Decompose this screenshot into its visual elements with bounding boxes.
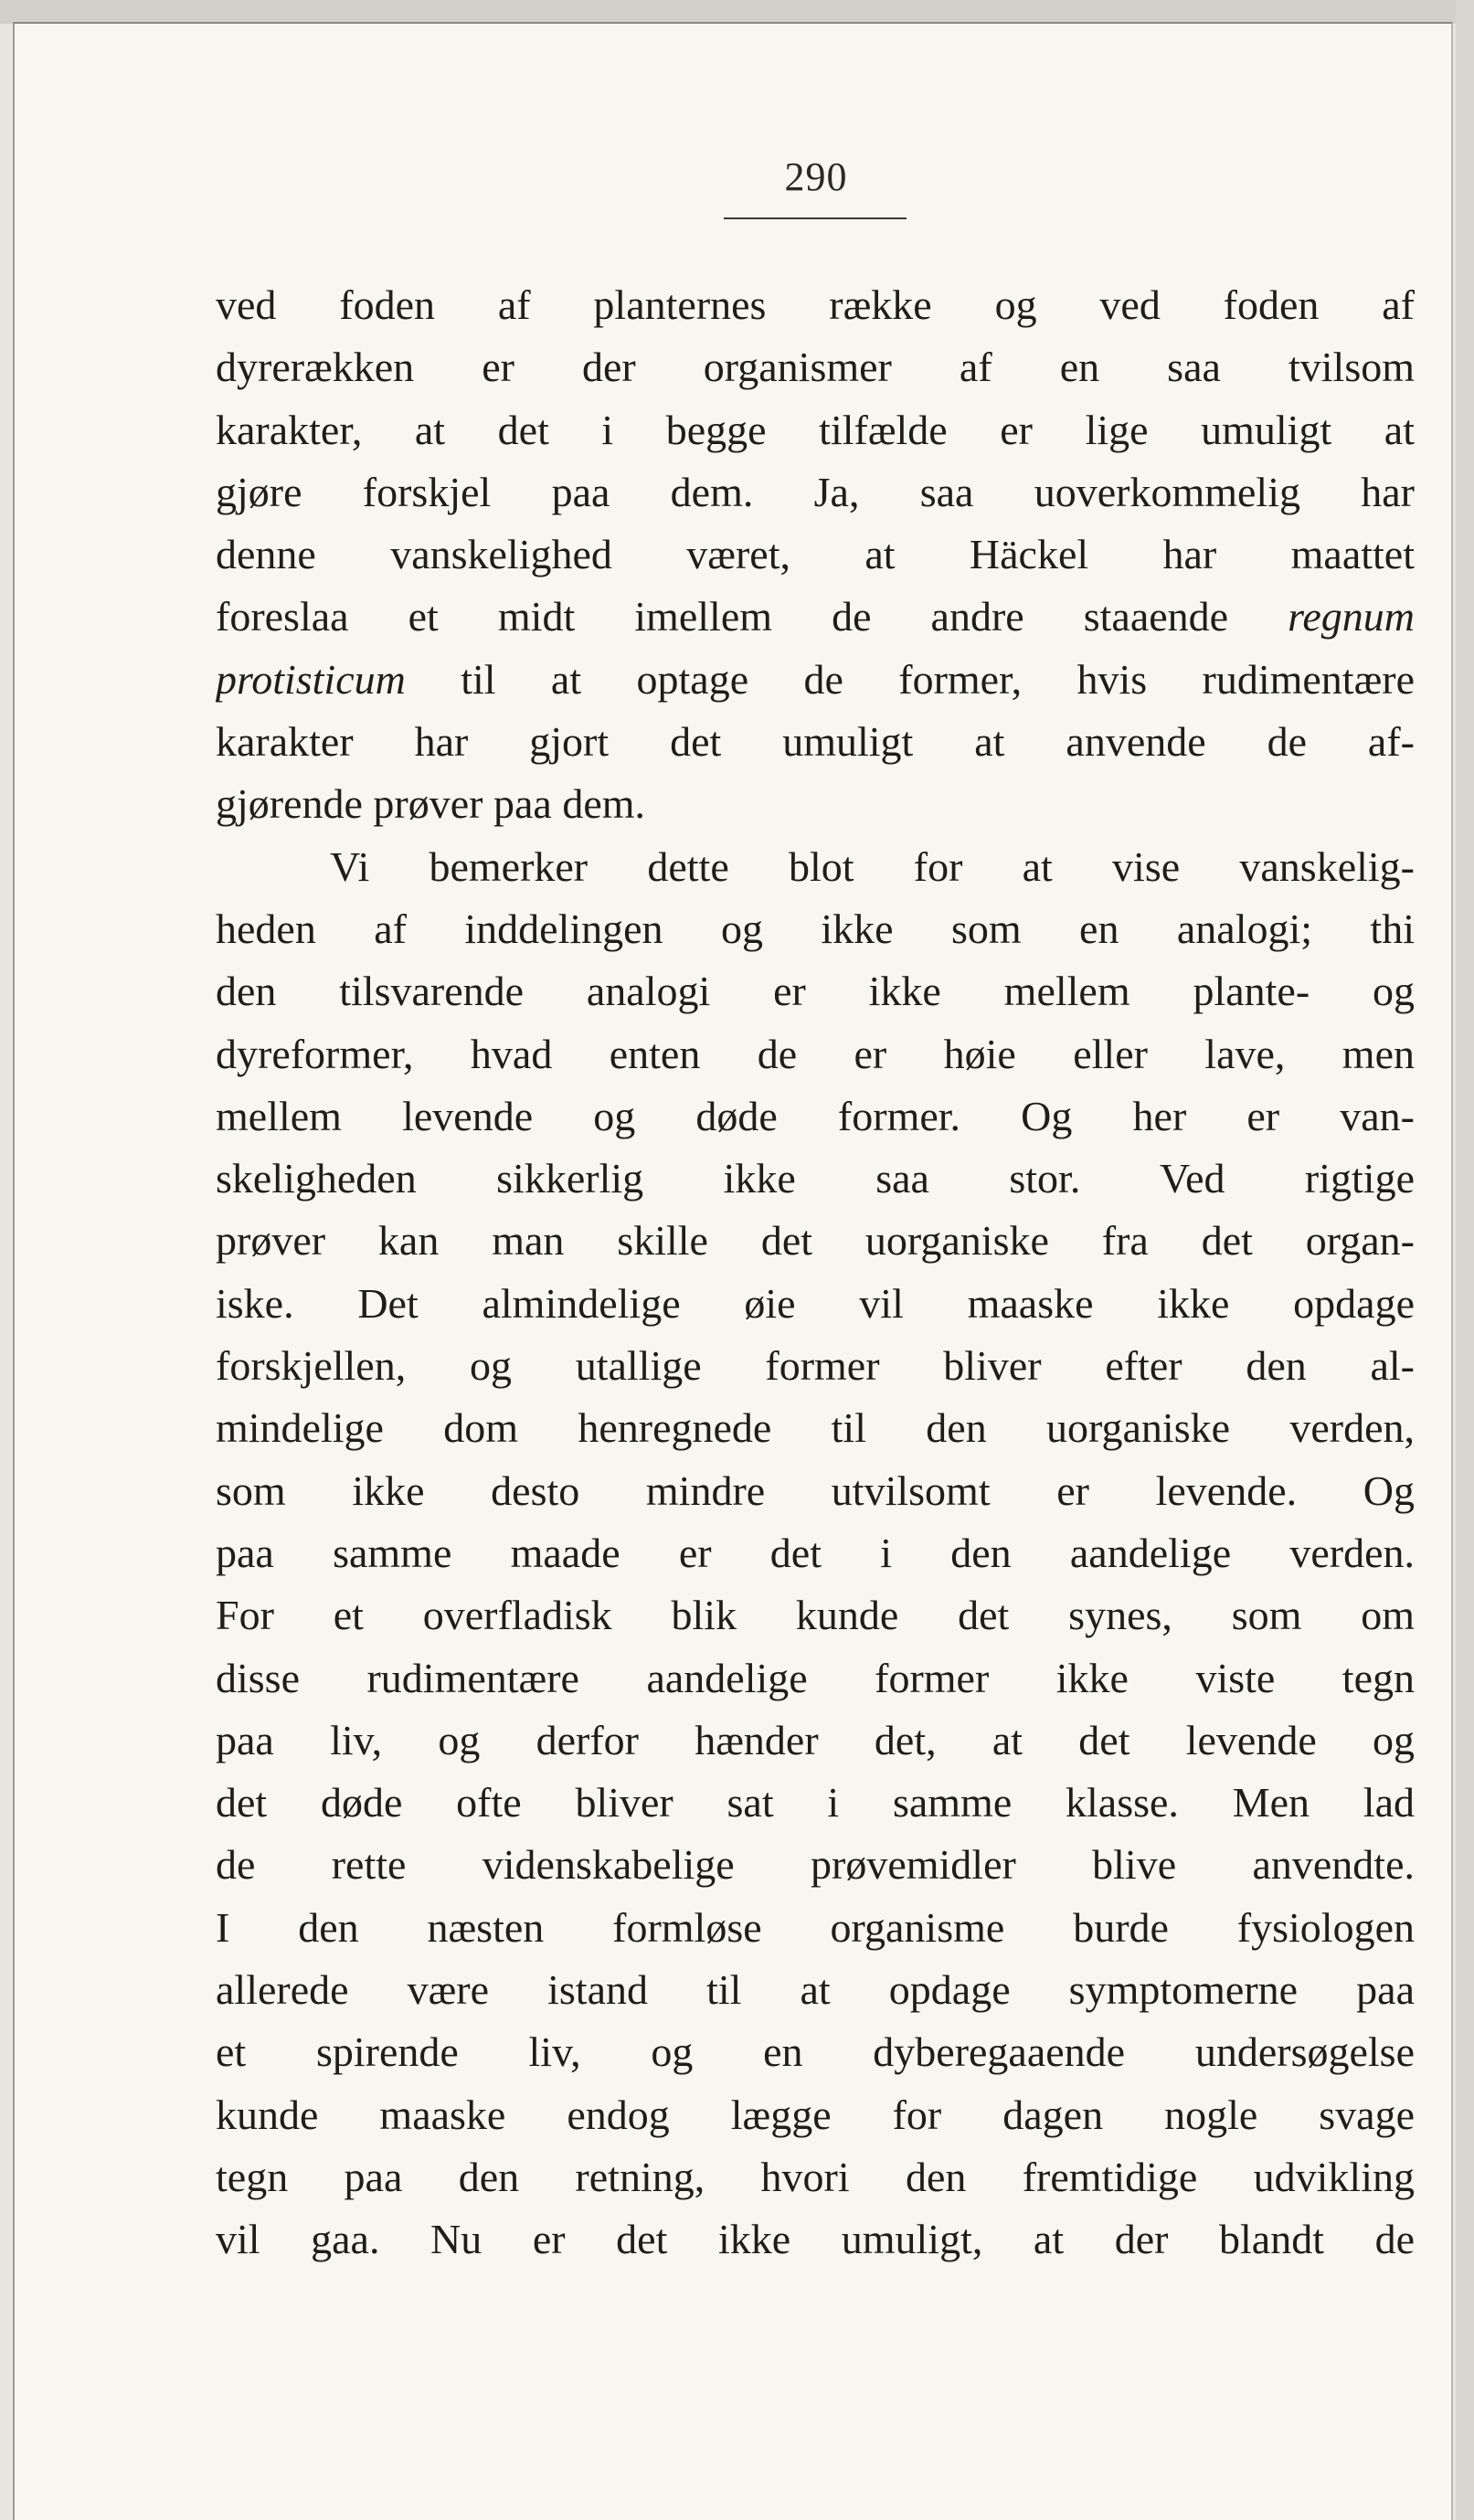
body-text bbox=[216, 274, 1415, 2271]
italic-term: regnum bbox=[1288, 593, 1415, 641]
scan-border-top bbox=[0, 0, 1474, 24]
text-line: mindelige dom henregnede til den uorganiske verden, bbox=[216, 1404, 1415, 1452]
text-line: paa samme maade er det i den aandelige verden. bbox=[216, 1529, 1415, 1576]
text-segment: til at optage de former, hvis rudimentære bbox=[405, 655, 1415, 703]
text-line: de rette videnskabelige prøvemidler blive anvendte. bbox=[216, 1841, 1415, 1889]
text-line: dyrerækken er der organismer af en saa tvilsom bbox=[216, 344, 1415, 391]
paragraph-first-line: Vi bemerker dette blot for at vise vanskelig- bbox=[330, 842, 1415, 890]
text-line: tegn paa den retning, hvori den fremtidige udvikling bbox=[216, 2153, 1415, 2200]
text-line: dyreformer, hvad enten de er høie eller lave, men bbox=[216, 1030, 1415, 1077]
scan-border-right bbox=[1456, 0, 1474, 2520]
text-line: iske. Det almindelige øie vil maaske ikke opdage bbox=[216, 1279, 1415, 1327]
text-line: forskjellen, og utallige former bliver efter den al- bbox=[216, 1342, 1415, 1390]
text-line: denne vanskelighed været, at Häckel har maattet bbox=[216, 531, 1415, 578]
text-line: gjørende prøver paa dem. bbox=[216, 780, 646, 828]
italic-term: protisticum bbox=[216, 655, 406, 703]
text-line: et spirende liv, og en dyberegaaende undersøgelse bbox=[216, 2028, 1415, 2076]
text-line: heden af inddelingen og ikke som en analogi; thi bbox=[216, 905, 1415, 952]
text-segment: foreslaa et midt imellem de andre staaende bbox=[216, 593, 1288, 641]
text-line: gjøre forskjel paa dem. Ja, saa uoverkommelig har bbox=[216, 468, 1415, 515]
text-line: kunde maaske endog lægge for dagen nogle svage bbox=[216, 2091, 1415, 2138]
text-line: karakter, at det i begge tilfælde er lige umuligt at bbox=[216, 406, 1415, 453]
text-line: disse rudimentære aandelige former ikke viste tegn bbox=[216, 1654, 1415, 1701]
text-line: karakter har gjort det umuligt at anvende de af- bbox=[216, 718, 1415, 766]
text-line: skeligheden sikkerlig ikke saa stor. Ved rigtige bbox=[216, 1155, 1415, 1202]
text-line: I den næsten formløse organisme burde fysiologen bbox=[216, 1903, 1415, 1951]
text-line bbox=[216, 649, 1415, 711]
page-number: 290 bbox=[784, 154, 848, 199]
text-line: det døde ofte bliver sat i samme klasse. Men lad bbox=[216, 1779, 1415, 1826]
text-line: vil gaa. Nu er det ikke umuligt, at der blandt de bbox=[216, 2216, 1415, 2263]
text-line: som ikke desto mindre utvilsomt er levende. Og bbox=[216, 1466, 1415, 1514]
text-line bbox=[216, 586, 1415, 648]
text-line: prøver kan man skille det uorganiske fra det organ- bbox=[216, 1217, 1415, 1265]
text-line: allerede være istand til at opdage symptomerne paa bbox=[216, 1966, 1415, 2014]
page-number-rule bbox=[724, 217, 907, 219]
text-line: mellem levende og døde former. Og her er van- bbox=[216, 1092, 1415, 1139]
text-line: den tilsvarende analogi er ikke mellem plante- og bbox=[216, 968, 1415, 1015]
text-line: For et overfladisk blik kunde det synes, som om bbox=[216, 1592, 1415, 1639]
text-line: paa liv, og derfor hænder det, at det levende og bbox=[216, 1716, 1415, 1763]
text-line: ved foden af planternes række og ved foden af bbox=[216, 281, 1415, 328]
